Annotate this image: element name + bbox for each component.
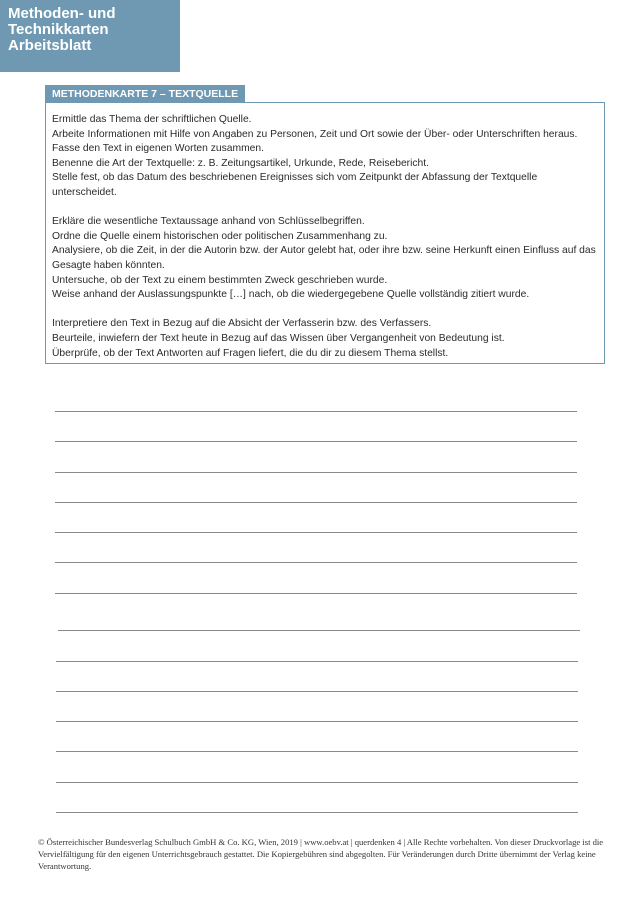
instruction-line: Stelle fest, ob das Datum des beschriebenen Ereignisses sich vom Zeitpunkt der Abfassung der Textquelle unterscheidet. [52, 172, 538, 198]
instruction-line: Benenne die Art der Textquelle: z. B. Zeitungsartikel, Urkunde, Rede, Reisebericht. [52, 157, 429, 169]
writing-line[interactable] [56, 782, 578, 783]
writing-line[interactable] [55, 532, 577, 533]
writing-line[interactable] [56, 751, 578, 752]
instruction-paragraph [52, 113, 604, 201]
worksheet-title [8, 6, 178, 54]
writing-line[interactable] [55, 411, 577, 412]
writing-line[interactable] [55, 502, 577, 503]
instruction-paragraph [52, 317, 604, 361]
writing-line[interactable] [55, 472, 577, 473]
instruction-line: Erkläre die wesentliche Textaussage anhand von Schlüsselbegriffen. [52, 216, 365, 228]
writing-line[interactable] [55, 593, 577, 594]
instruction-line: Arbeite Informationen mit Hilfe von Angaben zu Personen, Zeit und Ort sowie der Über- oder Unterschriften heraus. [52, 128, 578, 140]
instruction-line: Fasse den Text in eigenen Worten zusammen. [52, 143, 264, 155]
instruction-line: Weise anhand der Auslassungspunkte […] nach, ob die wiedergegebene Quelle vollständig zitiert wurde. [52, 289, 530, 301]
title-line: Technikkarten [8, 21, 109, 38]
method-card-text [52, 113, 604, 361]
instruction-paragraph [52, 215, 604, 303]
instruction-line: Beurteile, inwiefern der Text heute in Bezug auf das Wissen über Vergangenheit von Bedeutung ist. [52, 332, 505, 344]
title-line: Arbeitsblatt [8, 37, 92, 54]
instruction-line: Analysiere, ob die Zeit, in der die Autorin bzw. der Autor gelebt hat, oder ihre bzw. seine Herkunft einen Einfluss auf das Gesagte haben könnten. [52, 245, 596, 271]
writing-line[interactable] [55, 562, 577, 563]
instruction-line: Interpretiere den Text in Bezug auf die Absicht der Verfasserin bzw. des Verfassers. [52, 318, 432, 330]
writing-line[interactable] [56, 721, 578, 722]
writing-line[interactable] [55, 441, 577, 442]
writing-line[interactable] [58, 630, 580, 631]
instruction-line: Ermittle das Thema der schriftlichen Quelle. [52, 114, 252, 125]
writing-line[interactable] [56, 691, 578, 692]
title-line: Methoden- und [8, 5, 116, 22]
copyright-footer: © Österreichischer Bundesverlag Schulbuch GmbH & Co. KG, Wien, 2019 | www.oebv.at | querdenken 4 | Alle Rechte vorbehalten. Von dieser Druckvorlage ist die Vervielfältigung für den eigenen Unterrichtsgebrauch gestattet. Die Kopiergebühren sind abgegolten. Für Veränderungen durch Dritte übernimmt der Verlag keine Verantwortung. [38, 837, 604, 871]
instruction-line: Untersuche, ob der Text zu einem bestimmten Zweck geschrieben wurde. [52, 274, 388, 286]
writing-line[interactable] [56, 812, 578, 813]
method-card-label: METHODENKARTE 7 – TEXTQUELLE [45, 85, 245, 103]
instruction-line: Überprüfe, ob der Text Antworten auf Fragen liefert, die du dir zu diesem Thema stellst. [52, 347, 449, 359]
writing-line[interactable] [56, 661, 578, 662]
instruction-line: Ordne die Quelle einem historischen oder politischen Zusammenhang zu. [52, 230, 388, 242]
